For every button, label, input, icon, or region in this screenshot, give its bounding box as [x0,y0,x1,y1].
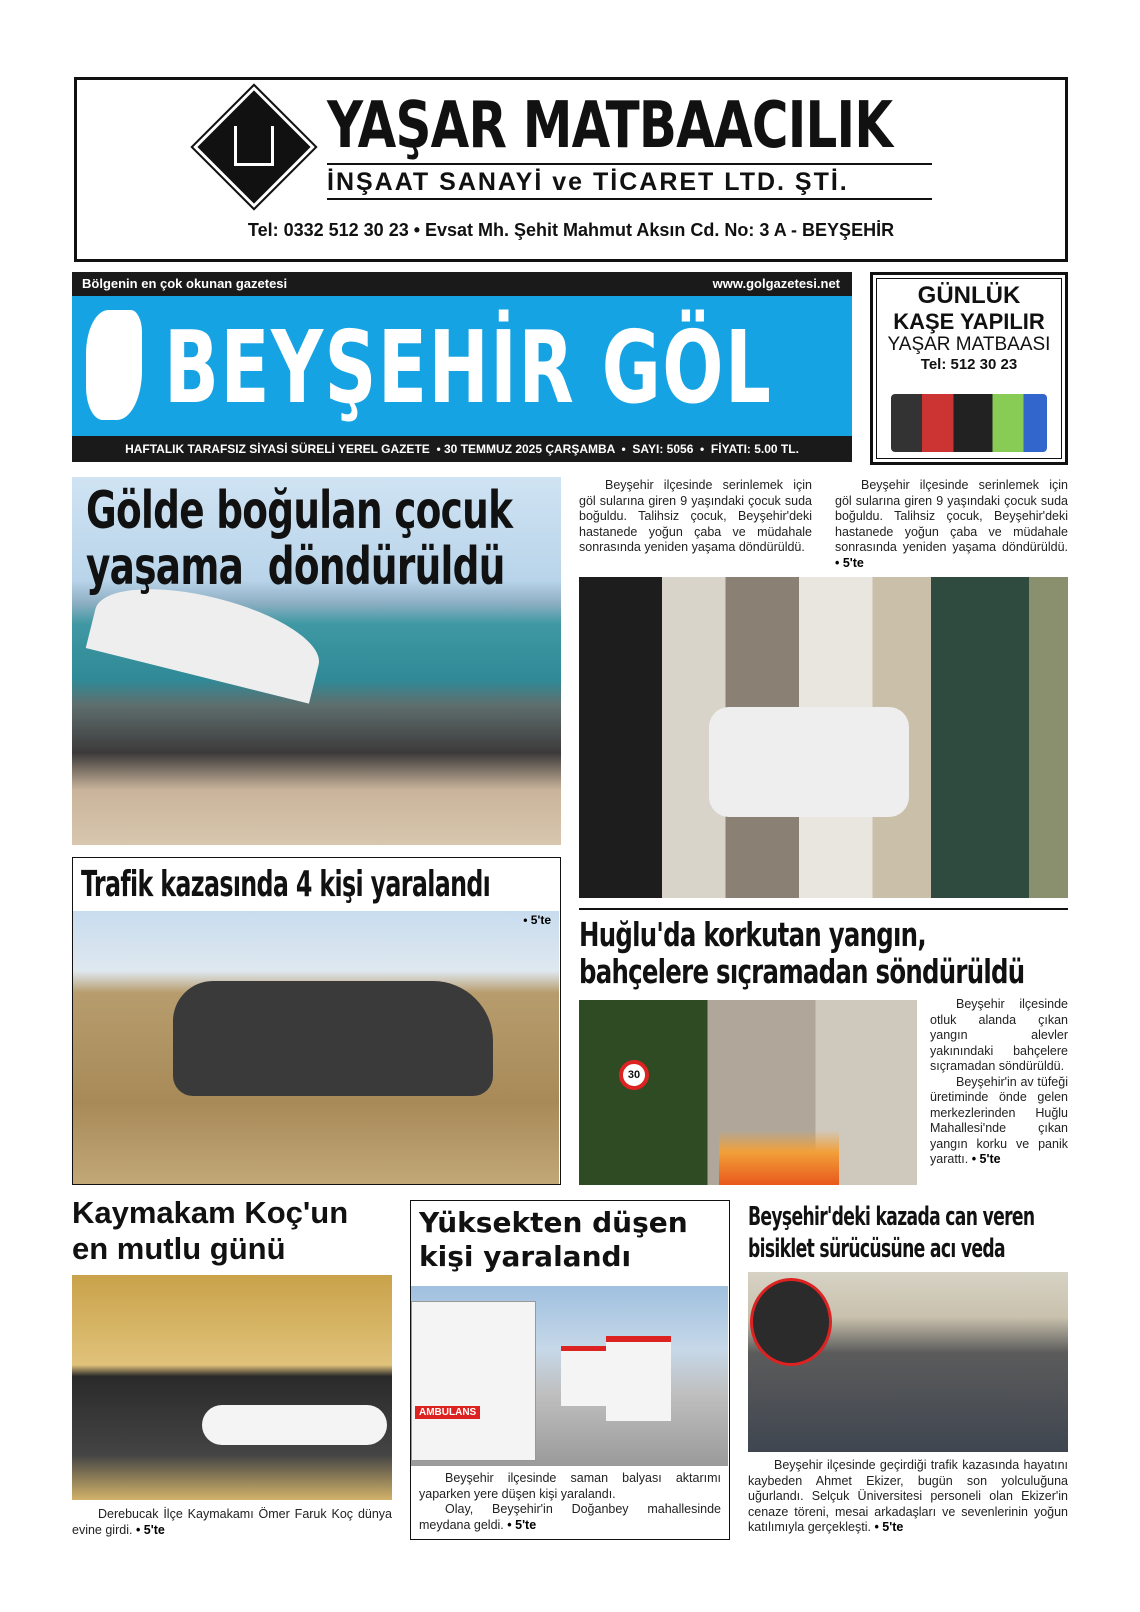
newspaper-title: BEYŞEHİR GÖL [164,309,773,426]
tagline: Bölgenin en çok okunan gazetesi [82,276,288,291]
kaymakam-headline-2: en mutlu günü [72,1231,286,1266]
lead-headline-1: Gölde boğulan çocuk [86,481,513,541]
car [173,981,493,1096]
stamp-ad [870,272,1068,465]
divider [327,163,932,165]
kaymakam-headline-1: Kaymakam Koç'un [72,1195,349,1230]
traffic-headline: Trafik kazasında 4 kişi yaralandı [81,864,491,905]
flowers [202,1405,387,1445]
portrait-inset [750,1278,832,1366]
logo-inner [234,126,274,166]
masthead [72,272,852,462]
stamp-ad-line1: GÜNLÜK [917,282,1021,309]
lead-headline-2: yaşama döndürüldü [86,537,505,597]
stamp-ad-line2: KAŞE YAPILIR [893,309,1045,334]
issue-info: HAFTALIK TARAFSIZ SİYASİ SÜRELİ YEREL GAZETE • 30 TEMMUZ 2025 ÇARŞAMBA • SAYI: 5056 • FİYATI: 5.00 TL. [72,436,852,462]
masthead-top-bar [72,272,852,296]
ambulance-label: AMBULANS [415,1406,480,1419]
fire-headline-1: Huğlu'da korkutan yangın, [579,915,926,954]
fall-text: Beyşehir ilçesinde saman balyası aktarımı yaparken yere düşen kişi yaralandı. Olay, Beyşehir'in Doğanbey mahallesinde meydana geldi. • 5'te [419,1471,721,1532]
divider [579,908,1068,910]
website-link[interactable]: www.golgazetesi.net [712,276,840,291]
ambulance [411,1301,536,1461]
lake-map-icon [86,310,142,420]
continued-link[interactable]: • 5'te [874,1520,904,1534]
ambulance [606,1336,671,1421]
speed-sign: 30 [619,1060,649,1090]
ambulances-photo [411,1286,728,1466]
traffic-story [72,857,561,1185]
continued-link[interactable]: • 5'te [971,1152,1001,1166]
stretcher [709,707,909,817]
ambulance [561,1346,606,1406]
cyclist-headline-1: Beyşehir'deki kazada can veren [748,1202,1035,1232]
kaymakam-text: Derebucak İlçe Kaymakamı Ömer Faruk Koç dünya evine girdi. • 5'te [72,1507,392,1537]
fire-text: Beyşehir ilçesinde otluk alanda çıkan yangın alevler yakınındaki bahçelere sıçramadan söndürüldü. Beyşehir'in av tüfeği üretiminde önde gelen merkezlerinden Huğlu Mahallesi'nde çıkan yangın korku ve panik yarattı. • 5'te [930,997,1068,1166]
lake-beach-photo [72,477,561,845]
wedding-photo [72,1275,392,1500]
flames [719,1130,839,1185]
continued-link[interactable]: • 5'te [507,1517,537,1532]
continued-link[interactable]: • 5'te [135,1522,165,1537]
hospital-stretcher-photo [579,577,1068,898]
stamp-ad-phone: Tel: 512 30 23 [920,356,1018,373]
continued-link[interactable]: • 5'te [523,913,551,927]
masthead-banner [72,296,852,436]
lead-text-col1: Beyşehir ilçesinde serinlemek için göl sularına giren 9 yaşındaki çocuk suda boğuldu. Talihsiz çocuk, Beyşehir'deki hastanede yoğun çaba ve müdahale sonrasında yeniden yaşama döndürüldü. [579,478,812,554]
cyclist-text: Beyşehir ilçesinde geçirdiği trafik kazasında hayatını kaybeden Ahmet Ekizer, bugün son yolculuğuna uğurlandı. Selçuk Üniversitesi personeli olan Ekizer'in cenaze töreni, mesai arkadaşları ve sevenlerinin yoğun katılımıyla gerçekleşti. • 5'te [748,1458,1068,1534]
company-contact: Tel: 0332 512 30 23 • Evsat Mh. Şehit Mahmut Aksın Cd. No: 3 A - BEYŞEHİR [247,220,895,240]
divider [327,198,932,200]
company-subtitle: İNŞAAT SANAYİ ve TİCARET LTD. ŞTİ. [327,168,849,196]
crashed-car-photo [73,911,559,1184]
fall-story [410,1200,730,1540]
stamps-image [891,394,1047,452]
company-name: YAŞAR MATBAACILIK [327,89,893,163]
funeral-crowd-photo [748,1272,1068,1452]
fire-headline-2: bahçelere sıçramadan söndürüldü [579,952,1025,991]
lead-text-col2: Beyşehir ilçesinde serinlemek için göl sularına giren 9 yaşındaki çocuk suda boğuldu. Talihsiz çocuk, Beyşehir'deki hastanede yoğun çaba ve müdahale sonrasında yeniden yaşama döndürüldü. • 5'te [835,478,1068,570]
stamp-ad-line3: YAŞAR MATBAASI [887,334,1051,355]
fire-photo [579,1000,917,1185]
continued-link[interactable]: • 5'te [835,555,864,570]
fall-headline-2: kişi yaralandı [419,1240,632,1273]
cyclist-headline-2: bisiklet sürücüsüne acı veda [748,1234,1005,1264]
fall-headline-1: Yüksekten düşen [419,1206,688,1239]
printing-ad [74,77,1068,262]
